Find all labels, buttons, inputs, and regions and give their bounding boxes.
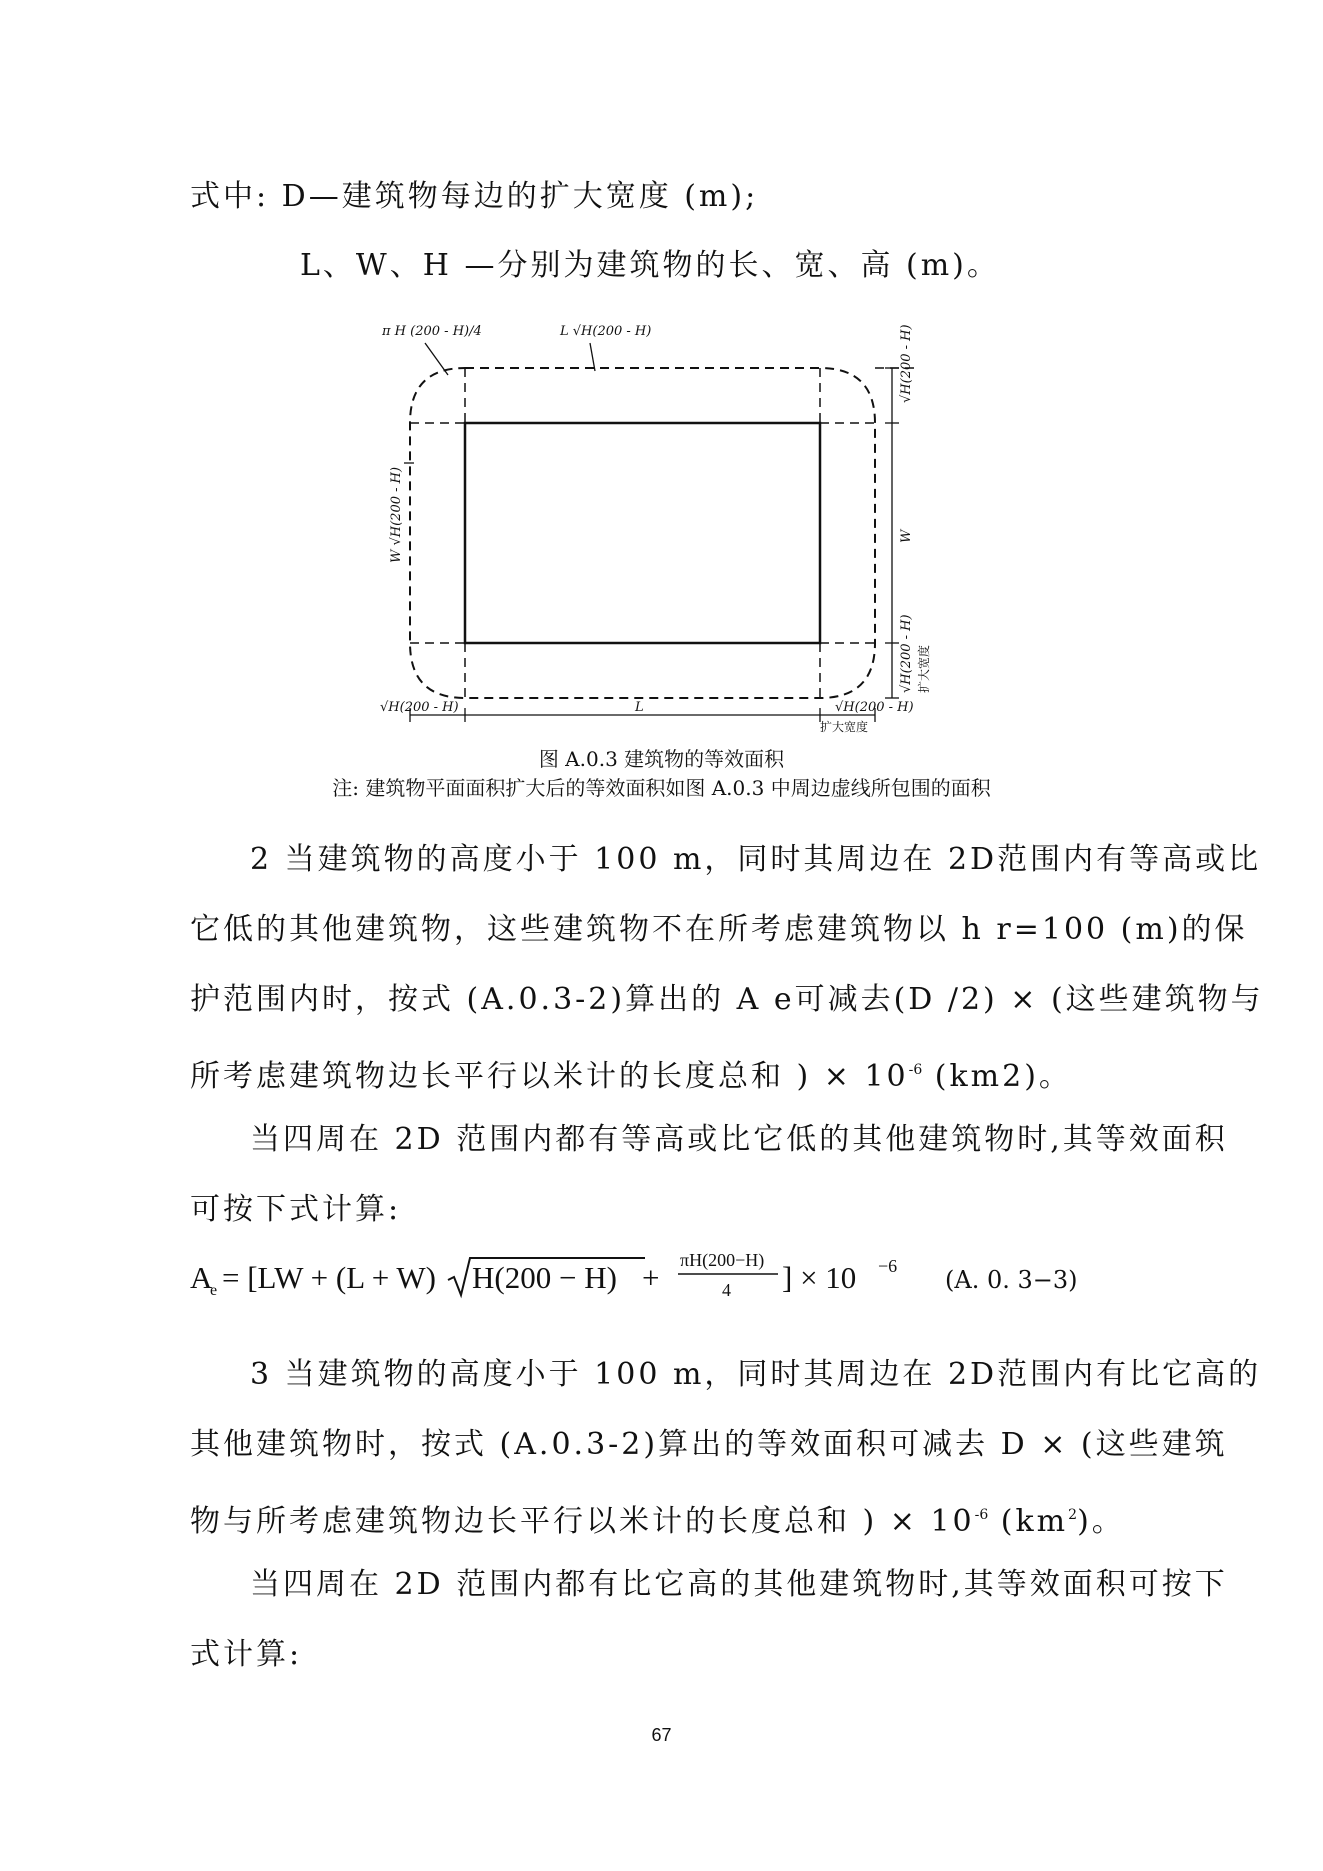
label-top: L √H(200 - H) (560, 324, 652, 339)
formula-graphic (190, 1240, 1090, 1320)
expanded-outline (410, 368, 875, 698)
superscript: -6 (908, 1062, 923, 1078)
figure-caption: 图 A.0.3 建筑物的等效面积 (538, 747, 785, 771)
formula-eq: = [LW + (L + W) (222, 1260, 436, 1295)
label-corner-area: π H (200 - H)/4 (382, 324, 482, 339)
label-bottom-left: √H(200 - H) (380, 700, 459, 715)
label-bottom-l: L (635, 700, 644, 715)
figure-note: 注: 建筑物平面面积扩大后的等效面积如图 A.0.3 中周边虚线所包围的面积 (332, 776, 991, 800)
text-line: L、W、H —分别为建筑物的长、宽、高 (m)。 (300, 248, 1000, 283)
formula-frac-den: 4 (722, 1280, 731, 1300)
label-bottom-right: √H(200 - H) (835, 700, 914, 715)
superscript: -6 (974, 1507, 989, 1523)
label-right-w: W (899, 529, 914, 543)
text-run: (km (988, 1504, 1069, 1539)
formula-label: (A. 0. 3−3) (945, 1266, 1078, 1294)
formula-tail-sup: −6 (878, 1256, 898, 1276)
text-line: 护范围内时，按式 (A.0.3-2)算出的 A e可减去(D /2) × (这些建筑物与 (190, 982, 1264, 1017)
text-line: 2 当建筑物的高度小于 100 m，同时其周边在 2D范围内有等高或比 (250, 842, 1262, 877)
page-number: 67 (651, 1725, 672, 1745)
label-right-bottom: √H(200 - H) (899, 614, 914, 693)
text-run: 所考虑建筑物边长平行以米计的长度总和 ) × 10 (190, 1059, 909, 1094)
text-run: (km2)。 (922, 1059, 1072, 1094)
formula-tail: ] × 10 (782, 1260, 857, 1295)
text-line: 当四周在 2D 范围内都有等高或比它低的其他建筑物时,其等效面积 (250, 1122, 1228, 1157)
formula-lhs: A (190, 1260, 213, 1295)
text-line (190, 1495, 1125, 1542)
building-rectangle (465, 423, 820, 643)
formula-lhs-sub: e (210, 1282, 218, 1299)
text-line: 式计算: (190, 1637, 303, 1672)
formula-radicand: H(200 − H) (472, 1260, 617, 1295)
text-run: 物与所考虑建筑物边长平行以米计的长度总和 ) × 10 (190, 1504, 975, 1539)
text-line: 式中: D—建筑物每边的扩大宽度 (m); (190, 179, 759, 214)
formula-a-0-3-3 (190, 1240, 1090, 1310)
text-line: 它低的其他建筑物，这些建筑物不在所考虑建筑物以 h r=100 (m)的保 (190, 912, 1248, 947)
label-right-top: √H(200 - H) (899, 324, 914, 403)
text-line: 当四周在 2D 范围内都有比它高的其他建筑物时,其等效面积可按下 (250, 1567, 1228, 1602)
label-left: W √H(200 - H) (389, 466, 404, 563)
formula-plus: + (642, 1260, 660, 1295)
text-line: 其他建筑物时，按式 (A.0.3-2)算出的等效面积可减去 D × (这些建筑 (190, 1427, 1228, 1462)
superscript: 2 (1068, 1507, 1078, 1523)
label-right-expand: 扩大宽度 (917, 644, 931, 693)
text-line (190, 1050, 1072, 1097)
equivalent-area-figure (380, 313, 940, 733)
label-bottom-expand: 扩大宽度 (820, 720, 869, 733)
text-line: 可按下式计算: (190, 1192, 402, 1227)
text-line: 3 当建筑物的高度小于 100 m，同时其周边在 2D范围内有比它高的 (250, 1357, 1262, 1392)
text-run: )。 (1077, 1504, 1125, 1539)
formula-frac-num: πH(200−H) (680, 1250, 765, 1270)
